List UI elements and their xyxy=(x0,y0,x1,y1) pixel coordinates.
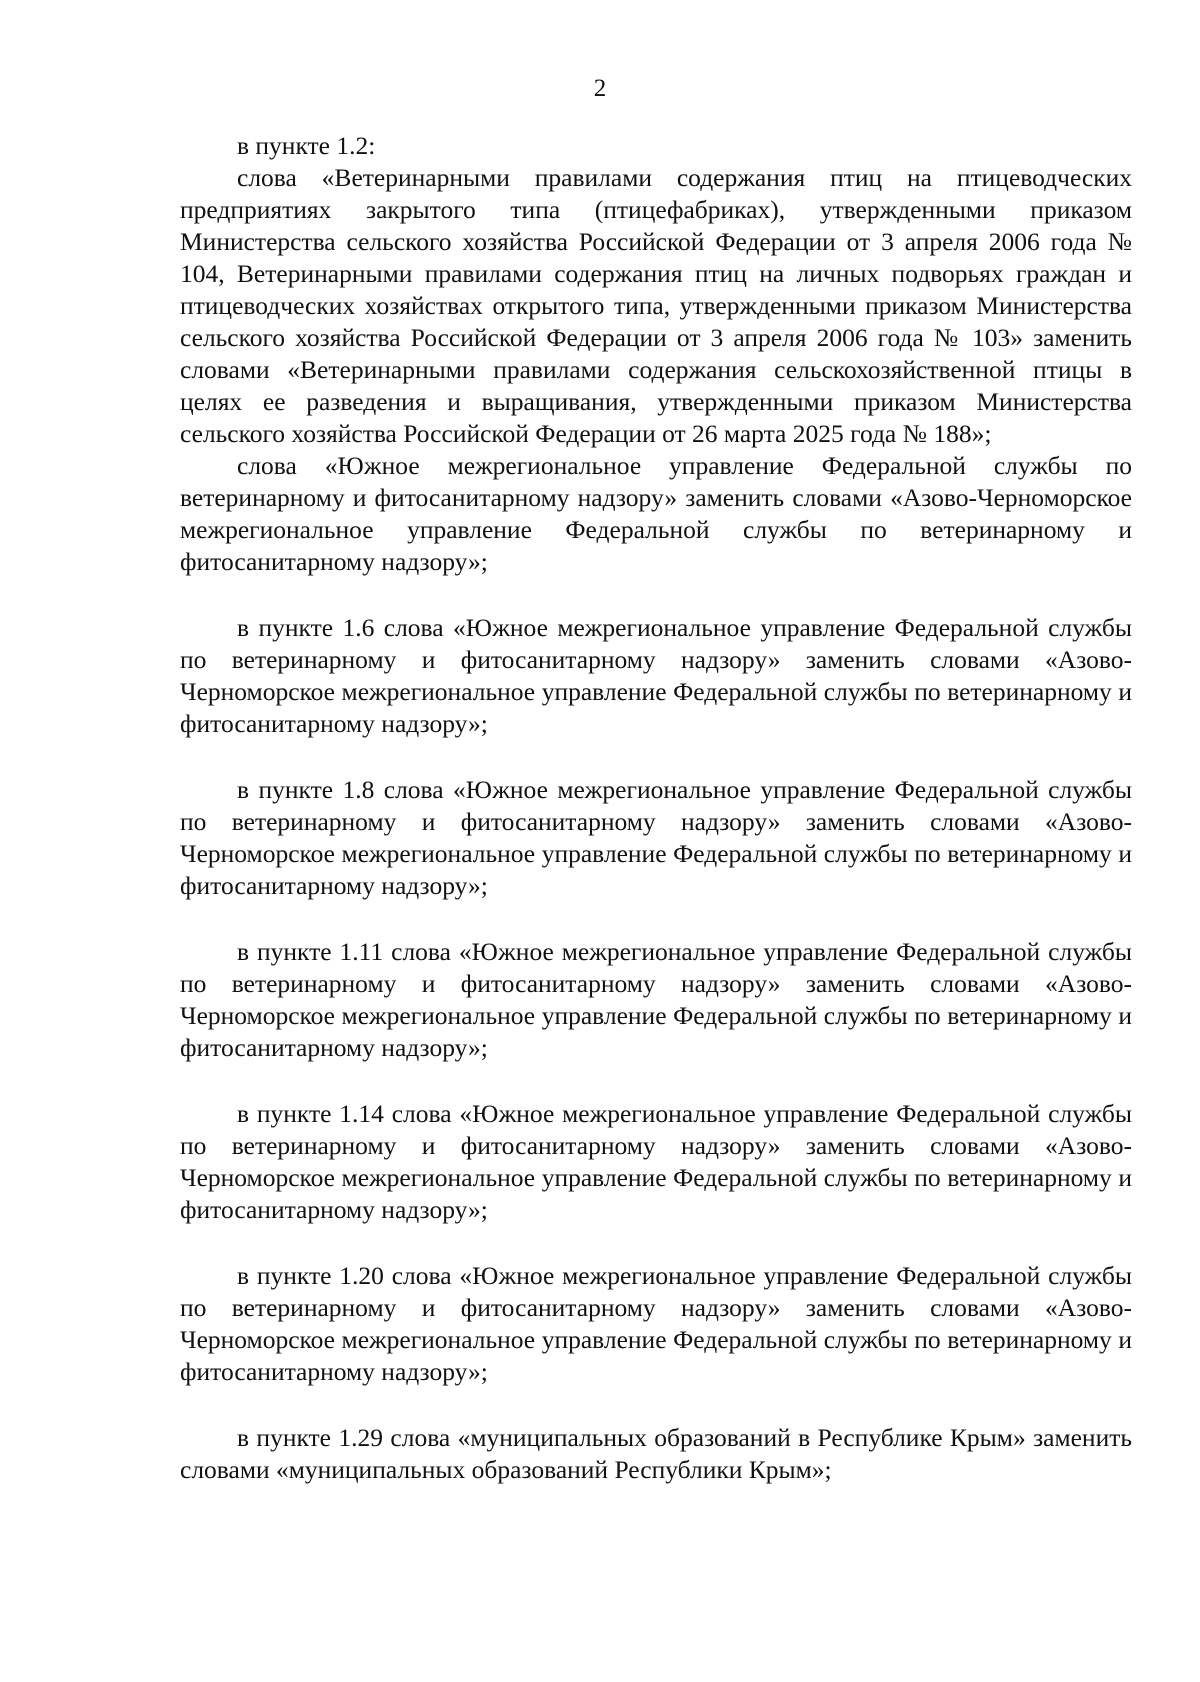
paragraph-item-1-29: в пункте 1.29 слова «муниципальных образований в Республике Крым» заменить словами «муниципальных образований Республики Крым»; xyxy=(180,1423,1132,1484)
document-body xyxy=(180,130,1132,1486)
paragraph-words-veterinary-rules: слова «Ветеринарными правилами содержания птиц на птицеводческих предприятиях закрытого типа (птицефабриках), утвержденными приказом Министерства сельского хозяйства Российской Федерации от 3 апреля 2006 года № 104, Ветеринарными правилами содержания птиц на личных подворьях граждан и птицеводческих хозяйствах открытого типа, утвержденными приказом Министерства сельского хозяйства Российской Федерации от 3 апреля 2006 года № 103» заменить словами «Ветеринарными правилами содержания сельскохозяйственной птицы в целях ее разведения и выращивания, утвержденными приказом Министерства сельского хозяйства Российской Федерации от 26 марта 2025 года № 188»; xyxy=(180,163,1132,448)
paragraph-item-1-11: в пункте 1.11 слова «Южное межрегиональное управление Федеральной службы по ветеринарному и фитосанитарному надзору» заменить словами «Азово-Черноморское межрегиональное управление Федеральной службы по ветеринарному и фитосанитарному надзору»; xyxy=(180,937,1132,1062)
paragraph-item-1-2: в пункте 1.2: xyxy=(237,131,376,160)
paragraph-words-southern-department: слова «Южное межрегиональное управление Федеральной службы по ветеринарному и фитосанитарному надзору» заменить словами «Азово-Черноморское межрегиональное управление Федеральной службы по ветеринарному и фитосанитарному надзору»; xyxy=(180,451,1132,576)
paragraph-item-1-8: в пункте 1.8 слова «Южное межрегиональное управление Федеральной службы по ветеринарному и фитосанитарному надзору» заменить словами «Азово-Черноморское межрегиональное управление Федеральной службы по ветеринарному и фитосанитарному надзору»; xyxy=(180,775,1132,900)
paragraph-item-1-6: в пункте 1.6 слова «Южное межрегиональное управление Федеральной службы по ветеринарному и фитосанитарному надзору» заменить словами «Азово-Черноморское межрегиональное управление Федеральной службы по ветеринарному и фитосанитарному надзору»; xyxy=(180,613,1132,738)
paragraph-item-1-20: в пункте 1.20 слова «Южное межрегиональное управление Федеральной службы по ветеринарному и фитосанитарному надзору» заменить словами «Азово-Черноморское межрегиональное управление Федеральной службы по ветеринарному и фитосанитарному надзору»; xyxy=(180,1261,1132,1386)
page-number: 2 xyxy=(593,75,607,102)
paragraph-item-1-14: в пункте 1.14 слова «Южное межрегиональное управление Федеральной службы по ветеринарному и фитосанитарному надзору» заменить словами «Азово-Черноморское межрегиональное управление Федеральной службы по ветеринарному и фитосанитарному надзору»; xyxy=(180,1099,1132,1224)
